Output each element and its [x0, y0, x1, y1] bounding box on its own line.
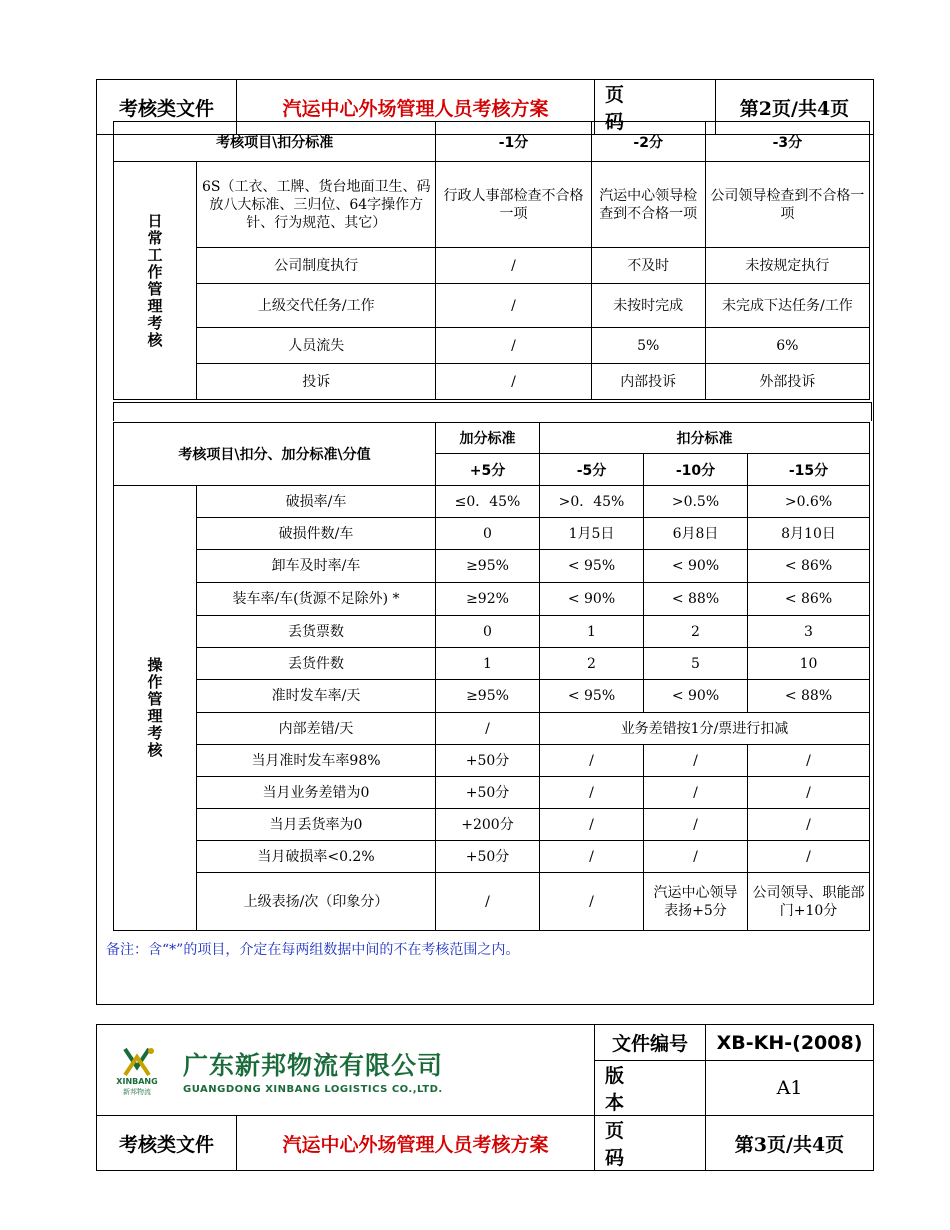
remark-note: 备注：含“*”的项目，介定在每两组数据中间的不在考核范围之内。 — [106, 942, 520, 958]
t2-head-d3: -15分 — [748, 454, 870, 486]
footer-page-number: 第3页/共4页 — [706, 1116, 874, 1171]
table-cell: / — [644, 841, 748, 873]
table-cell: +200分 — [436, 809, 540, 841]
table-cell: 1 — [436, 648, 540, 680]
t2-head-d2: -10分 — [644, 454, 748, 486]
table-cell: < 95% — [540, 680, 644, 713]
table-cell: 6S（工衣、工牌、货台地面卫生、码放八大标准、三归位、64字操作方针、行为规范、其它） — [197, 162, 436, 248]
table-cell: < 90% — [644, 550, 748, 583]
table-cell: ≥92% — [436, 583, 540, 616]
table-cell: 当月准时发车率98% — [197, 745, 436, 777]
table-cell: 公司制度执行 — [197, 248, 436, 284]
footer-doc-type: 考核类文件 — [97, 1116, 237, 1171]
table-cell: 2 — [540, 648, 644, 680]
table-cell: 人员流失 — [197, 328, 436, 364]
table-cell: 不及时 — [591, 248, 705, 284]
table-cell: / — [748, 841, 870, 873]
table-cell: 未按规定执行 — [705, 248, 869, 284]
table-cell: / — [436, 328, 591, 364]
table-cell: / — [644, 809, 748, 841]
table-cell: < 88% — [644, 583, 748, 616]
page-footer-header — [96, 1024, 874, 1171]
logo-text: XINBANG — [116, 1077, 158, 1086]
table-cell: 破损件数/车 — [197, 518, 436, 550]
t1-group-cell — [114, 162, 197, 400]
table-cell: 丢货件数 — [197, 648, 436, 680]
table-cell: 卸车及时率/车 — [197, 550, 436, 583]
t2-head-deduct-title: 扣分标准 — [540, 423, 870, 454]
table-cell: 当月业务差错为0 — [197, 777, 436, 809]
company-logo-block — [97, 1025, 595, 1116]
table-cell: 外部投诉 — [705, 364, 869, 400]
table-cell: 5 — [644, 648, 748, 680]
table-cell: >0.5% — [644, 486, 748, 518]
table-cell: < 86% — [748, 550, 870, 583]
table-cell: 上级交代任务/工作 — [197, 284, 436, 328]
company-name-cn: 广东新邦物流有限公司 — [183, 1050, 444, 1080]
company-name-en: GUANGDONG XINBANG LOGISTICS CO.,LTD. — [183, 1083, 443, 1095]
table-cell: +50分 — [436, 841, 540, 873]
table-cell: 6月8日 — [644, 518, 748, 550]
table-cell: 公司领导、职能部门+10分 — [748, 873, 870, 931]
table-cell: 内部差错/天 — [197, 713, 436, 745]
table-cell: 0 — [436, 616, 540, 648]
table-cell: < 95% — [540, 550, 644, 583]
table-cell: 未按时完成 — [591, 284, 705, 328]
table-cell: / — [540, 745, 644, 777]
table-cell: >0.6% — [748, 486, 870, 518]
table-cell: 行政人事部检查不合格一项 — [436, 162, 591, 248]
table-cell: / — [644, 777, 748, 809]
t2-group-cell — [114, 486, 197, 931]
table-cell: ≥95% — [436, 550, 540, 583]
table-cell: 1 — [540, 616, 644, 648]
table-cell: 汽运中心领导表扬+5分 — [644, 873, 748, 931]
table-cell: 汽运中心领导检查到不合格一项 — [591, 162, 705, 248]
table-cell: 内部投诉 — [591, 364, 705, 400]
table-cell: 破损率/车 — [197, 486, 436, 518]
file-no-label: 文件编号 — [595, 1025, 706, 1061]
table-separator — [113, 402, 872, 421]
t2-head-add-score: +5分 — [436, 454, 540, 486]
table-cell: 准时发车率/天 — [197, 680, 436, 713]
operation-table — [113, 422, 870, 931]
table-cell: 1月5日 — [540, 518, 644, 550]
t1-head-c1: -1分 — [436, 122, 591, 162]
t1-head-c3: -3分 — [705, 122, 869, 162]
page-label: 页码 — [595, 80, 716, 135]
logo-subtext: 新邦物流 — [123, 1088, 151, 1096]
table-cell: / — [540, 777, 644, 809]
t1-head-item: 考核项目\扣分标准 — [114, 122, 436, 162]
t2-group-label: 操作管理考核 — [147, 656, 163, 759]
table-cell: +50分 — [436, 745, 540, 777]
t2-head-item: 考核项目\扣分、加分标准\分值 — [114, 423, 436, 486]
table-cell-merged: 业务差错按1分/票进行扣减 — [540, 713, 870, 745]
table-cell: 丢货票数 — [197, 616, 436, 648]
table-cell: 2 — [644, 616, 748, 648]
table-cell: / — [748, 809, 870, 841]
table-cell: 5% — [591, 328, 705, 364]
doc-title: 汽运中心外场管理人员考核方案 — [237, 80, 595, 135]
table-cell: / — [436, 873, 540, 931]
t2-head-d1: -5分 — [540, 454, 644, 486]
table-cell: / — [436, 713, 540, 745]
table-cell: / — [540, 841, 644, 873]
table-cell: 10 — [748, 648, 870, 680]
table-cell: 6% — [705, 328, 869, 364]
table-cell: ≤0．45% — [436, 486, 540, 518]
table-cell: 投诉 — [197, 364, 436, 400]
doc-type-label: 考核类文件 — [97, 80, 237, 135]
table-cell: < 88% — [748, 680, 870, 713]
table-cell: / — [436, 248, 591, 284]
table-cell: +50分 — [436, 777, 540, 809]
table-cell: 未完成下达任务/工作 — [705, 284, 869, 328]
table-cell: / — [644, 745, 748, 777]
table-cell: 公司领导检查到不合格一项 — [705, 162, 869, 248]
table-cell: 上级表扬/次（印象分） — [197, 873, 436, 931]
table-cell: 当月丢货率为0 — [197, 809, 436, 841]
table-cell: < 86% — [748, 583, 870, 616]
table-cell: / — [436, 364, 591, 400]
daily-work-table — [113, 121, 870, 400]
table-cell: 8月10日 — [748, 518, 870, 550]
t1-group-label: 日常工作管理考核 — [147, 211, 163, 349]
table-cell: / — [436, 284, 591, 328]
t2-head-add-title: 加分标准 — [436, 423, 540, 454]
footer-doc-title: 汽运中心外场管理人员考核方案 — [237, 1116, 595, 1171]
version-value: A1 — [706, 1061, 874, 1116]
footer-page-label: 页码 — [595, 1116, 706, 1171]
version-label: 版本 — [595, 1061, 706, 1116]
table-cell: >0．45% — [540, 486, 644, 518]
t1-head-c2: -2分 — [591, 122, 705, 162]
table-cell: 当月破损率<0.2% — [197, 841, 436, 873]
file-no-value: XB-KH-(2008) — [706, 1025, 874, 1061]
table-cell: 装车率/车(货源不足除外) * — [197, 583, 436, 616]
page-number: 第2页/共4页 — [716, 80, 874, 135]
table-cell: 0 — [436, 518, 540, 550]
company-logo — [105, 1043, 169, 1097]
table-cell: / — [540, 809, 644, 841]
table-cell: / — [748, 745, 870, 777]
table-cell: 3 — [748, 616, 870, 648]
table-cell: < 90% — [540, 583, 644, 616]
table-cell: < 90% — [644, 680, 748, 713]
table-cell: / — [540, 873, 644, 931]
table-cell: ≥95% — [436, 680, 540, 713]
table-cell: / — [748, 777, 870, 809]
